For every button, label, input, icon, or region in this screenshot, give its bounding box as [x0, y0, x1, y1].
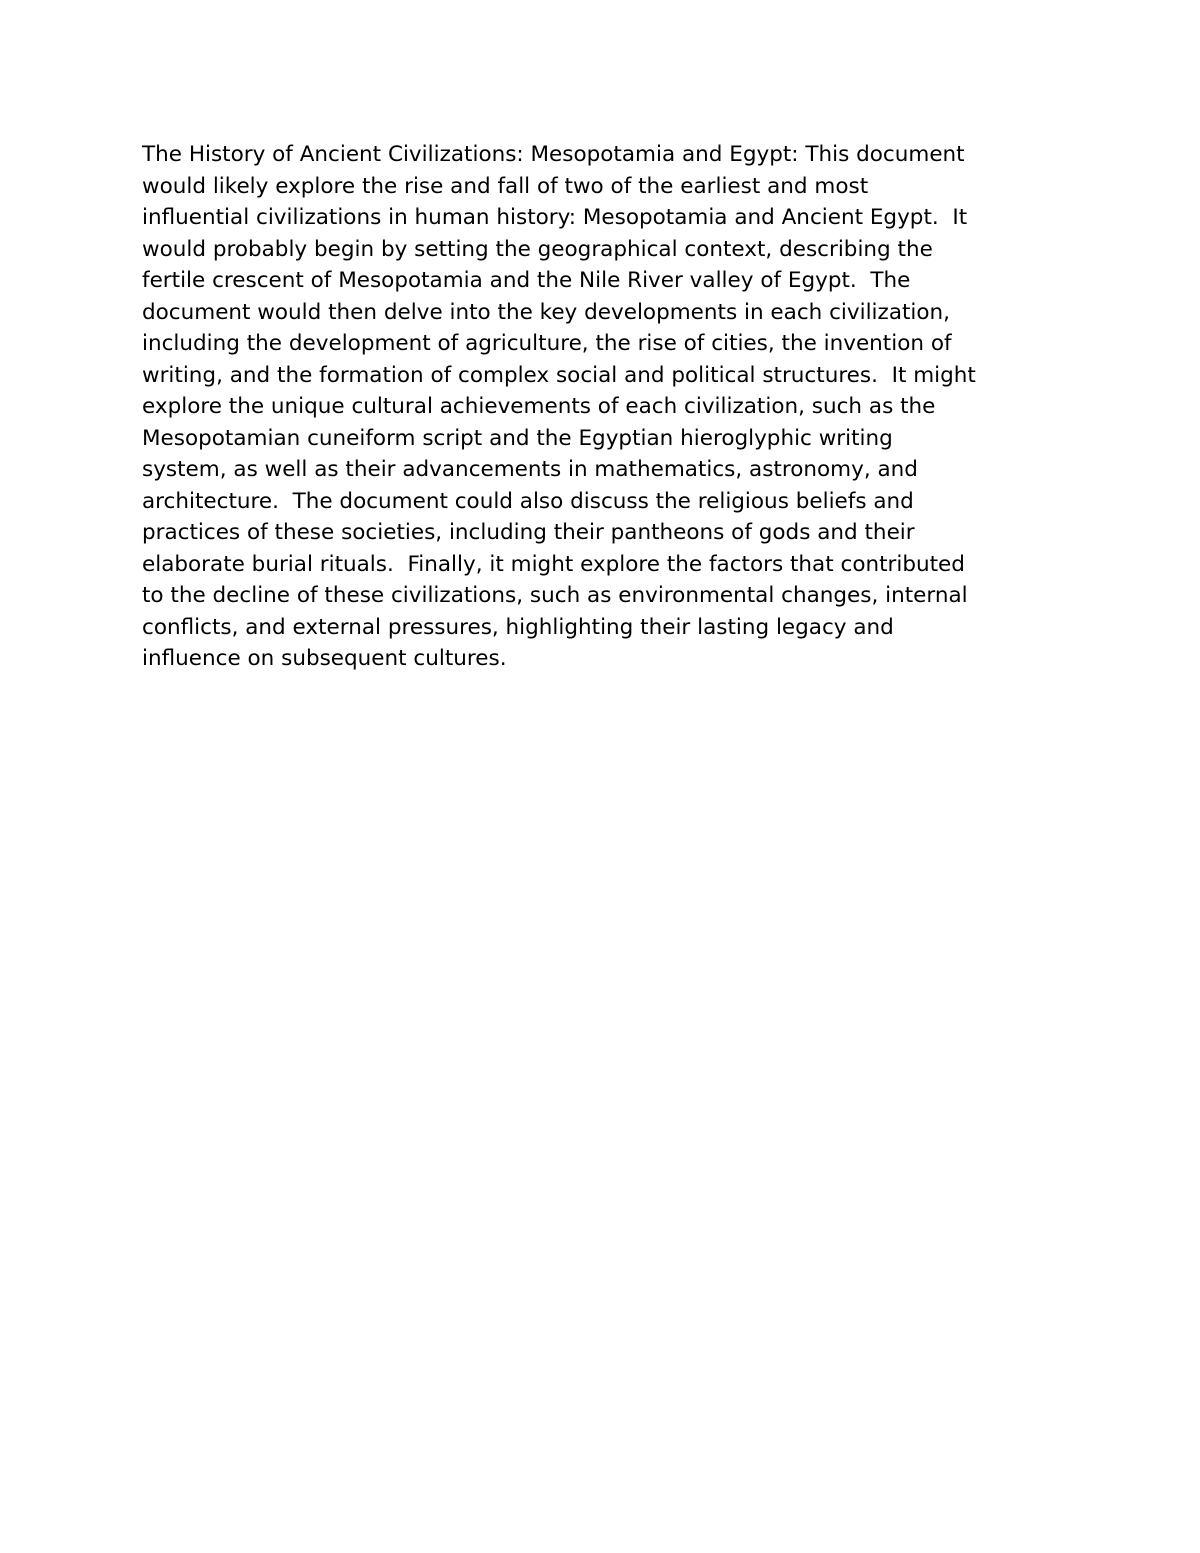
paragraph-line: would probably begin by setting the geographical context, describing the [142, 236, 933, 262]
paragraph-line: practices of these societies, including their pantheons of gods and their [142, 520, 915, 545]
paragraph-line: influential civilizations in human history: Mesopotamia and Ancient Egypt. It [142, 205, 968, 230]
paragraph-line: elaborate burial rituals. Finally, it might explore the factors that contributed [142, 551, 965, 577]
paragraph-line: fertile crescent of Mesopotamia and the Nile River valley of Egypt. The [142, 268, 911, 293]
paragraph-line: The History of Ancient Civilizations: Mesopotamia and Egypt: This document [142, 142, 965, 167]
paragraph-line: document would then delve into the key developments in each civilization, [142, 299, 951, 325]
paragraph-line: architecture. The document could also discuss the religious beliefs and [142, 488, 914, 514]
body-paragraph [142, 139, 1072, 675]
paragraph-line: influence on subsequent cultures. [142, 646, 507, 671]
paragraph-line: conflicts, and external pressures, highlighting their lasting legacy and [142, 614, 894, 640]
paragraph-line: to the decline of these civilizations, such as environmental changes, internal [142, 583, 968, 608]
paragraph-line: including the development of agriculture, the rise of cities, the invention of [142, 331, 952, 356]
paragraph-line: would likely explore the rise and fall of two of the earliest and most [142, 173, 869, 199]
paragraph-line: Mesopotamian cuneiform script and the Egyptian hieroglyphic writing [142, 425, 893, 451]
paragraph-line: writing, and the formation of complex social and political structures. It might [142, 362, 976, 388]
paragraph-line: system, as well as their advancements in mathematics, astronomy, and [142, 457, 918, 482]
paragraph-line: explore the unique cultural achievements of each civilization, such as the [142, 394, 936, 419]
